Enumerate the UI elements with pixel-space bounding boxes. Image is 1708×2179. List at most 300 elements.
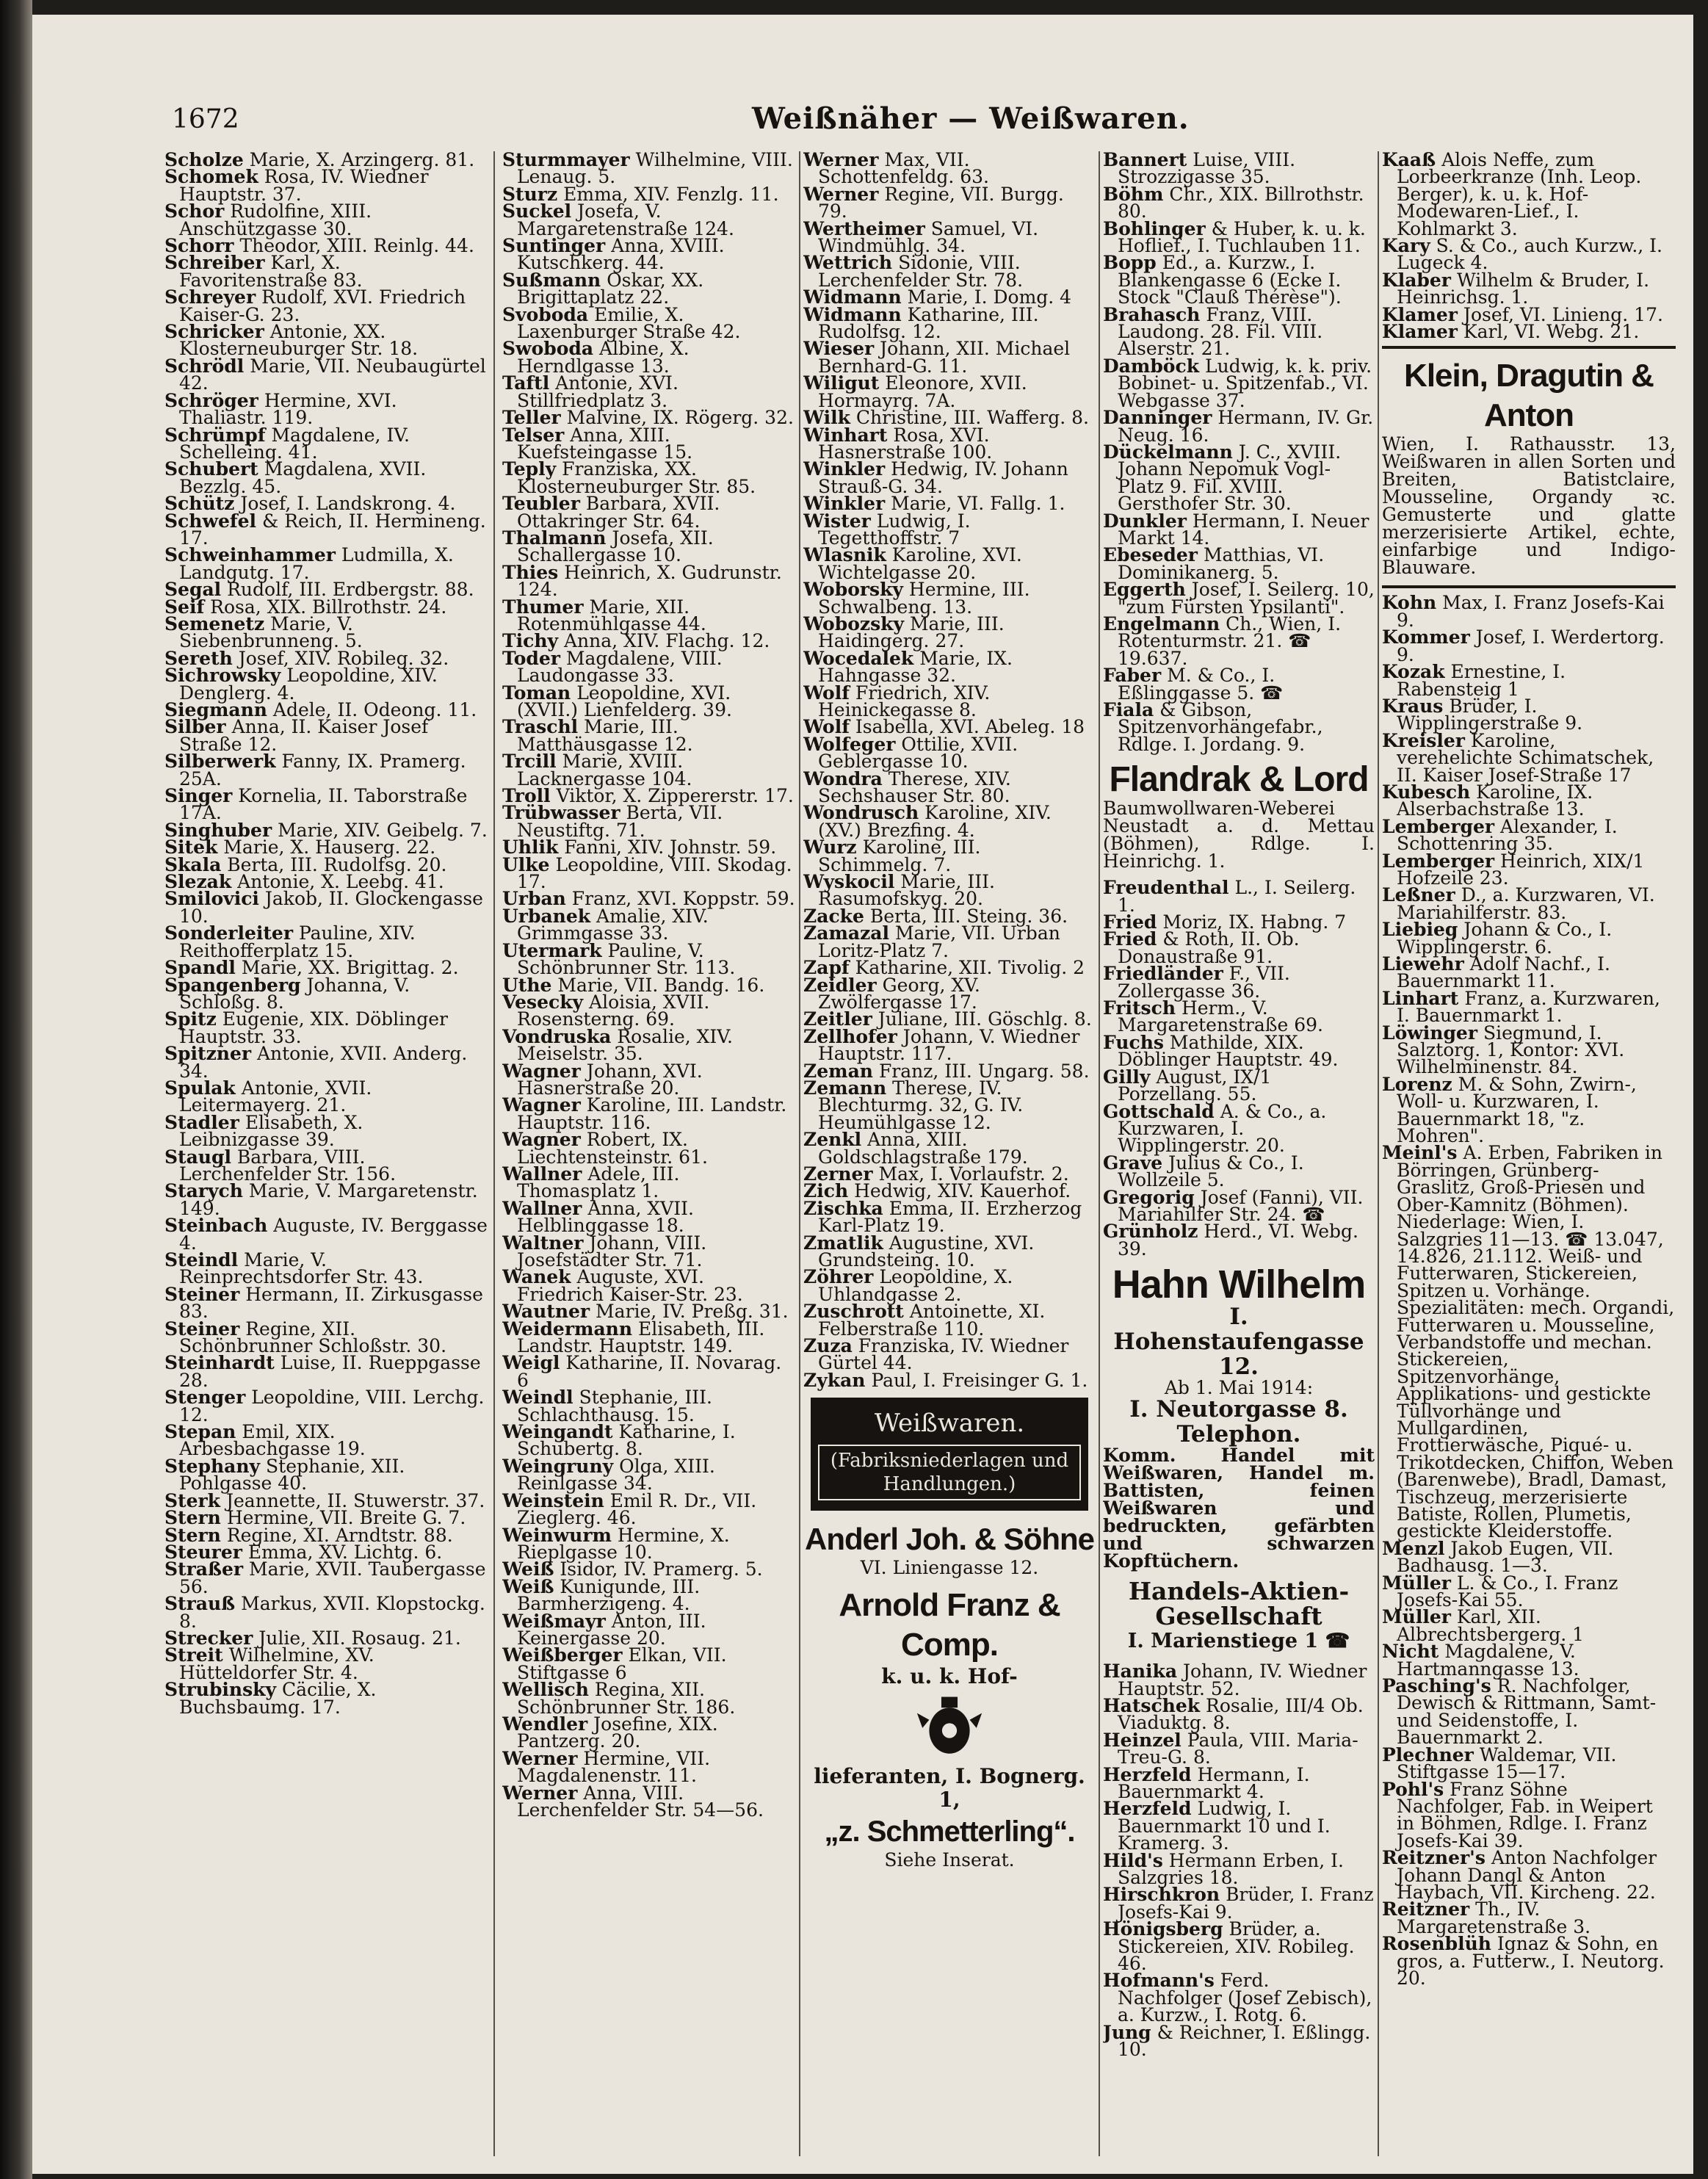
entry-name: Zeman (803, 1060, 873, 1082)
directory-entry (502, 1489, 796, 1529)
entry-details: Juliane, III. Göschlg. 8. (877, 1008, 1092, 1030)
entry-details: Viktor, X. Zippererstr. 17. (556, 785, 794, 807)
entry-details: Barbara, VIII. Lerchenfelder Str. 156. (179, 1146, 397, 1185)
entry-name: Wondrusch (803, 802, 919, 824)
entry-details: Karoline, IX. Alserbachstraße 13. (1397, 781, 1593, 820)
directory-entry (502, 237, 796, 272)
entry-name: Vesecky (502, 991, 584, 1013)
entry-name: Steindl (164, 1249, 239, 1271)
entry-name: Müller (1382, 1606, 1451, 1628)
entry-name: Silberwerk (164, 751, 276, 773)
directory-entry (164, 1146, 488, 1185)
directory-entry (1103, 1694, 1375, 1734)
entry-details: M. & Co., I. Eßlinggasse 5. ☎ (1118, 665, 1284, 704)
entry-details: Kornelia, II. Taborstraße 17A. (179, 785, 468, 824)
entry-name: Herzfeld (1103, 1763, 1192, 1785)
directory-entry (164, 323, 488, 358)
entry-name: Spitzner (164, 1043, 252, 1065)
entry-name: Teller (502, 407, 561, 429)
column-4 (1103, 151, 1375, 2156)
entry-name: Suckel (502, 200, 572, 223)
entry-details: Josefine, XIX. Pantzerg. 20. (517, 1713, 718, 1752)
entry-details: Emil R. Dr., VII. Zieglerg. 46. (517, 1489, 757, 1529)
entry-name: Zerner (803, 1163, 873, 1185)
entry-name: Steiner (164, 1318, 240, 1340)
entry-name: Sereth (164, 647, 233, 669)
directory-entry (1103, 930, 1375, 965)
entry-name: Stepan (164, 1421, 236, 1443)
entry-name: Winkler (803, 458, 886, 480)
entry-details: Elisabeth, III. Landstr. Hauptstr. 149. (517, 1318, 765, 1357)
entry-name: Steinbach (164, 1215, 268, 1237)
directory-entry (502, 804, 796, 839)
entry-details: Julie, XII. Rosaug. 21. (258, 1627, 461, 1649)
directory-entry (803, 510, 1096, 549)
entry-name: Dückelmann (1103, 441, 1233, 463)
directory-entry (803, 1337, 1096, 1372)
directory-entry (164, 1077, 488, 1116)
entry-name: Weidermann (502, 1318, 633, 1340)
entry-name: Leßner (1382, 884, 1455, 906)
entry-name: Wolf (803, 682, 850, 704)
directory-entry (502, 718, 796, 753)
entry-details: Hermine, X. Rieplgasse 10. (517, 1524, 730, 1563)
entry-details: Katharine, III. Rudolfsg. 12. (818, 303, 1039, 343)
entry-details: Emma, XV. Lichtg. 6. (247, 1541, 443, 1563)
entry-details: Anton, III. Keinergasse 20. (517, 1610, 706, 1649)
entry-name: Urban (502, 888, 566, 910)
directory-entry (1103, 1849, 1375, 1889)
entry-details: Marie, V. Reinprechtsdorfer Str. 43. (179, 1249, 424, 1288)
entry-name: Winkler (803, 493, 886, 515)
entry-name: Stephany (164, 1455, 261, 1477)
entry-name: Uthe (502, 974, 552, 996)
directory-entry (1103, 879, 1375, 914)
directory-entry (1382, 695, 1676, 734)
entry-details: Josef, I. Seilerg. 10, "zum Fürsten Ypsilanti". (1118, 579, 1375, 618)
entry-details: Rosa, IV. Wiedner Hauptstr. 37. (179, 166, 429, 205)
entry-details: Emil, XIX. Arbesbachgasse 19. (179, 1421, 366, 1460)
entry-name: Widmann (803, 286, 902, 308)
directory-entry (164, 1423, 488, 1458)
entry-details: Amalie, XIV. Grimmgasse 33. (517, 905, 709, 944)
entry-name: Wocedalek (803, 647, 914, 669)
entry-details: Anna, II. Kaiser Josef Straße 12. (179, 716, 429, 755)
directory-entry (803, 1232, 1096, 1271)
page-title: Weißnäher — Weißwaren. (752, 101, 1190, 136)
directory-entry (1382, 1608, 1676, 1643)
entry-details: Moriz, IX. Habng. 7 (1162, 911, 1347, 933)
directory-entry (803, 579, 1096, 618)
entry-details: Josefa, V. Margaretenstraße 124. (517, 200, 734, 239)
entry-name: Schreyer (164, 286, 256, 308)
entry-details: Marie, V. Siebenbrunneng. 5. (179, 612, 363, 652)
directory-entry (502, 1575, 796, 1615)
directory-entry (502, 151, 796, 186)
entry-name: Wettrich (803, 252, 893, 274)
entry-details: Josef, XIV. Robileg. 32. (238, 647, 449, 669)
entry-details: Rosa, XIX. Billrothstr. 24. (210, 596, 447, 618)
entry-details: Hermine, VII. Breite G. 7. (226, 1507, 466, 1529)
entry-name: Fritsch (1103, 997, 1176, 1019)
entry-name: Starych (164, 1180, 243, 1202)
entry-details: Olga, XIII. Reinlgasse 34. (517, 1455, 715, 1495)
entry-name: Linhart (1382, 987, 1459, 1009)
entry-details: Adele, III. Thomasplatz 1. (517, 1163, 680, 1202)
entry-details: Pauline, V. Schönbrunner Str. 113. (517, 939, 736, 979)
entry-name: Hatschek (1103, 1694, 1201, 1716)
directory-entry (502, 1524, 796, 1563)
entry-details: Stephanie, XII. Pohlgasse 40. (179, 1455, 405, 1495)
entry-details: Josefa, XII. Schallergasse 10. (517, 527, 714, 566)
directory-entry (164, 1283, 488, 1323)
entry-details: Heinrich, XIX/1 Hofzeile 23. (1397, 850, 1645, 889)
entry-details: Anna, XIV. Flachg. 12. (563, 630, 770, 652)
directory-entry (1103, 1763, 1375, 1802)
entry-details: Marie, XVII. Taubergasse 56. (179, 1558, 486, 1597)
directory-entry (803, 546, 1096, 581)
directory-entry (803, 372, 1096, 411)
directory-entry (502, 753, 796, 787)
entry-details: Anna, XIII. Goldschlagstraße 179. (818, 1129, 1028, 1168)
entry-details: Ignaz & Sohn, en gros, a. Futterw., I. Neutorg. 20. (1397, 1933, 1665, 1989)
ad-handels-name: Handels-Aktien-Gesellschaft (1128, 1577, 1350, 1631)
entry-details: August, IX/1 Porzellang. 55. (1118, 1066, 1272, 1105)
entry-details: Theodor, XIII. Reinlg. 44. (239, 235, 474, 257)
directory-entry (1382, 1675, 1676, 1749)
entry-name: Toder (502, 647, 560, 669)
entry-details: Marie, VII. Urban Loritz-Platz 7. (818, 922, 1060, 961)
directory-entry (164, 718, 488, 753)
entry-details: & Gibson, Spitzenvorhängefabr., Rdlge. I. Jordang. 9. (1118, 699, 1323, 755)
directory-entry (502, 1320, 796, 1355)
directory-entry (1382, 594, 1676, 629)
entry-name: Jung (1103, 2021, 1151, 2043)
directory-entry (164, 787, 488, 822)
entry-name: Kommer (1382, 626, 1470, 648)
ad-flandrak-text: Baumwollwaren-Weberei Neustadt a. d. Mettau (Böhmen), Rdlge. I. Heinrichg. 1. (1103, 798, 1375, 872)
entry-details: Franz, III. Ungarg. 58. (878, 1060, 1090, 1082)
ad-flandrak (1103, 760, 1375, 870)
directory-entry (502, 647, 796, 687)
entry-details: Eugenie, XIX. Döblinger Hauptstr. 33. (179, 1008, 448, 1047)
entry-details: Adolf Nachf., I. Bauernmarkt 11. (1397, 953, 1610, 992)
entry-name: Schwefel (164, 510, 257, 532)
entry-details: F., VII. Zollergasse 36. (1118, 963, 1290, 1002)
entry-details: Leopoldine, XIV. Denglerg. 4. (179, 665, 438, 704)
entry-name: Wyskocil (803, 871, 895, 893)
ad-hahn (1103, 1262, 1375, 1572)
directory-entry (1382, 815, 1676, 855)
entry-name: Zich (803, 1180, 849, 1202)
entry-details: Max, VII. Schottenfeldg. 63. (818, 151, 989, 188)
entry-name: Pasching's (1382, 1675, 1491, 1697)
entry-details: R. Nachfolger, Dewisch & Rittmann, Samt- und Seidenstoffe, I. Bauernmarkt 2. (1397, 1675, 1657, 1749)
directory-entry (502, 1610, 796, 1649)
directory-entry (1103, 355, 1375, 411)
entry-name: Zöhrer (803, 1266, 874, 1288)
entry-details: Fanny, IX. Pramerg. 25A. (179, 751, 466, 789)
entry-name: Seif (164, 596, 205, 618)
directory-entry (803, 151, 1096, 186)
entry-name: Tichy (502, 630, 559, 652)
directory-entry (502, 684, 796, 719)
entry-details: & Huber, k. u. k. Hoflief., I. Tuchlauben 11. (1118, 217, 1366, 257)
directory-entry (164, 460, 488, 495)
entry-details: Josef (Fanni), VII. Mariahilfer Str. 24. ☎ (1118, 1186, 1364, 1225)
entry-name: Weigl (502, 1352, 560, 1374)
entry-details: Rudolfine, XIII. Anschützgasse 30. (179, 200, 372, 239)
entry-details: Rosa, XVI. Hasnerstraße 100. (818, 424, 993, 463)
entry-details: Emilie, X. Laxenburger Straße 42. (517, 303, 741, 343)
entry-details: Hedwig, XIV. Kauerhof. (854, 1180, 1071, 1202)
entry-details: Kunigunde, III. Barmherzigeng. 4. (517, 1575, 701, 1615)
ad-klein-text: Wien, I. Rathausstr. 13, Weißwaren in allen Sorten und Breiten, Batistclaire, Mousseline, Organdy ꝛc. Gemusterte und glatte merzerisierte Artikel, echte, einfarbige und Indigo-Blauware. (1382, 433, 1676, 579)
entry-details: Ludwig, I. Tegetthoffstr. 7 (818, 510, 971, 549)
directory-entry (502, 1423, 796, 1458)
entry-name: Böhm (1103, 183, 1164, 205)
entry-details: Karoline, XIV. (XV.) Brezfing. 4. (818, 802, 1052, 841)
directory-entry (502, 853, 796, 893)
ad-klein-name: Klein, Dragutin & Anton (1404, 358, 1654, 434)
directory-entry (502, 1060, 796, 1099)
entry-name: Schütz (164, 493, 235, 515)
directory-entry (1382, 781, 1676, 820)
entry-name: Grünholz (1103, 1221, 1198, 1243)
directory-entry (502, 1389, 796, 1423)
entry-name: Weinstein (502, 1489, 604, 1511)
column-5 (1382, 151, 1676, 2156)
entry-details: Ernestine, I. Rabensteig 1 (1397, 661, 1566, 700)
entry-details: Antonie, XVII. Anderg. 34. (179, 1043, 468, 1082)
directory-entry (502, 527, 796, 566)
section-title: Weißwaren. (874, 1409, 1025, 1439)
directory-entry (1103, 2021, 1375, 2061)
entry-details: Marie, X. Hauserg. 22. (223, 836, 436, 859)
entry-details: Brüder, I. Wipplingerstraße 9. (1397, 695, 1583, 734)
entry-details: Ottilie, XVII. Geblergasse 10. (818, 733, 1018, 773)
entry-details: Hermine, VII. Magdalenenstr. 11. (517, 1747, 711, 1787)
entry-details: Ferd. Nachfolger (Josef Zebisch), a. Kurzw., I. Rotg. 6. (1118, 1970, 1372, 2026)
entry-name: Wlasnik (803, 544, 886, 566)
entry-name: Reitzner (1382, 1898, 1470, 1920)
directory-entry (1103, 1918, 1375, 1975)
entry-name: Spitz (164, 1008, 217, 1030)
entry-details: Samuel, VI. Windmühlg. 34. (818, 217, 1039, 257)
entry-name: Widmann (803, 303, 902, 325)
entry-details: Julius & Co., I. Wollzeile 5. (1118, 1152, 1304, 1191)
entry-name: Weiß (502, 1575, 554, 1597)
entry-name: Steiner (164, 1283, 240, 1305)
entry-name: Meinl's (1382, 1142, 1458, 1164)
entry-details: Malvine, IX. Rögerg. 32. (566, 407, 794, 429)
directory-entry (1382, 1778, 1676, 1851)
column-rule (799, 151, 800, 2156)
entry-name: Werner (502, 1747, 578, 1769)
directory-entry (164, 546, 488, 581)
entry-name: Spandl (164, 957, 236, 979)
entry-name: Grave (1103, 1152, 1163, 1174)
ad-hahn-text: Komm. Handel mit Weißwaren, Handel m. Battisten, feinen Weißwaren und bedruckten, gefärbten und schwarzen Kopftüchern. (1103, 1445, 1375, 1572)
directory-entry (1382, 663, 1676, 698)
entry-name: Thies (502, 561, 559, 583)
entry-name: Gregorig (1103, 1186, 1195, 1208)
entry-name: Weindl (502, 1387, 573, 1409)
directory-entry (803, 1268, 1096, 1303)
entry-details: Wilhelmine, XV. Hütteldorfer Str. 4. (179, 1644, 374, 1683)
entry-name: Reitzner's (1382, 1847, 1486, 1869)
entry-details: Marie, X. Arzingerg. 81. (249, 151, 475, 170)
entries-c4b (1103, 877, 1375, 1260)
entry-details: Max, I. Vorlaufstr. 2. (878, 1163, 1069, 1185)
entry-details: Augustine, XVI. Grundsteing. 10. (818, 1232, 1035, 1271)
entry-details: Alexander, I. Schottenring 35. (1397, 815, 1618, 855)
entry-details: M. & Sohn, Zwirn-, Woll- u. Kurzwaren, I. Bauernmarkt 18, "z. Mohren". (1397, 1073, 1637, 1147)
entry-details: Chr., XIX. Billrothstr. 80. (1118, 183, 1364, 223)
divider (1382, 585, 1676, 588)
entry-name: Wellisch (502, 1679, 589, 1701)
entry-details: Ludmilla, X. Landgutg. 17. (179, 544, 454, 583)
directory-entry (1103, 546, 1375, 581)
entry-name: Sturmmayer (502, 151, 630, 170)
entry-name: Hofmann's (1103, 1970, 1215, 1992)
directory-entry (164, 1251, 488, 1286)
directory-entry (803, 733, 1096, 773)
entry-name: Traschl (502, 716, 579, 738)
entry-name: Steinhardt (164, 1352, 275, 1374)
entry-details: Jakob Eugen, VII. Badhausg. 1—3. (1397, 1537, 1614, 1577)
entry-details: Auguste, IV. Berggasse 4. (179, 1215, 488, 1254)
entry-name: Zykan (803, 1369, 866, 1391)
directory-entry (1103, 1663, 1375, 1697)
entry-details: Marie, IX. Hahngasse 32. (818, 647, 1013, 687)
entry-name: Zacke (803, 905, 864, 927)
directory-entry (803, 1025, 1096, 1065)
directory-entry (1382, 1537, 1676, 1577)
entry-details: Karl, VI. Webg. 21. (1463, 321, 1640, 343)
page-header (32, 101, 1693, 145)
entry-name: Toman (502, 682, 571, 704)
ad-handels (1103, 1579, 1375, 1654)
entry-details: Franziska, XX. Klosterneuburger Str. 85. (517, 458, 756, 497)
entry-details: Hermann, II. Zirkusgasse 83. (179, 1283, 483, 1323)
entry-details: J. C., XVIII. Johann Nepomuk Vogl-Platz 9. Fil. XVIII. Gersthofer Str. 30. (1118, 441, 1342, 515)
entry-name: Wobozsky (803, 612, 904, 635)
directory-entry (803, 1301, 1096, 1340)
entry-name: Schweinhammer (164, 544, 336, 566)
entry-details: Johann, XVI. Hasnerstraße 20. (517, 1060, 703, 1099)
entry-name: Stern (164, 1524, 221, 1546)
entry-name: Zenkl (803, 1129, 862, 1151)
directory-entry (803, 1197, 1096, 1237)
directory-entry (1382, 1743, 1676, 1783)
entry-name: Werner (803, 151, 879, 170)
entry-name: Schorr (164, 235, 234, 257)
entry-details: Johann, V. Wiedner Hauptstr. 117. (818, 1025, 1080, 1065)
entry-details: Jakob, II. Glockengasse 10. (179, 888, 483, 927)
entry-details: Emma, II. Erzherzog Karl-Platz 19. (818, 1197, 1082, 1237)
entry-details: Barbara, XVII. Ottakringer Str. 64. (517, 493, 720, 532)
entry-details: D., a. Kurzwaren, VI. Mariahilferstr. 83. (1397, 884, 1655, 923)
entry-name: Sichrowsky (164, 665, 281, 687)
entry-details: Franz, XVI. Koppstr. 59. (571, 888, 795, 910)
directory-entry (803, 767, 1096, 807)
directory-entry (164, 355, 488, 394)
entry-details: & Roth, II. Ob. Donaustraße 91. (1118, 928, 1300, 967)
column-rule (493, 151, 495, 2156)
entry-details: Anna, XVIII. Kutschkerg. 44. (517, 235, 725, 274)
directory-entry (803, 684, 1096, 719)
ad-flandrak-name: Flandrak & Lord (1109, 760, 1369, 800)
ad-hahn-address: I. Hohenstaufengasse 12. (1113, 1304, 1364, 1381)
ad-hahn-name: Hahn Wilhelm (1112, 1262, 1366, 1307)
entry-name: Ebeseder (1103, 544, 1198, 566)
directory-entry (502, 1354, 796, 1389)
entry-details: Antonie, X. Leebg. 41. (237, 871, 444, 893)
entry-name: Winhart (803, 424, 888, 446)
entry-name: Wallner (502, 1163, 582, 1185)
entry-details: Anna, XIII. Kuefsteingasse 15. (517, 424, 693, 463)
entry-name: Klaber (1382, 269, 1451, 291)
entries-c4a (1103, 151, 1375, 753)
entry-name: Heinzel (1103, 1729, 1182, 1751)
entry-name: Menzl (1382, 1537, 1445, 1559)
entry-name: Schomek (164, 166, 258, 188)
entry-details: Paula, VIII. Maria-Treu-G. 8. (1118, 1729, 1358, 1768)
directory-entry (502, 495, 796, 530)
directory-entry (803, 254, 1096, 289)
directory-entry (803, 460, 1096, 495)
directory-entry (164, 1558, 488, 1597)
entry-name: Streit (164, 1644, 223, 1666)
entry-details: Hermann, I. Neuer Markt 14. (1118, 510, 1369, 549)
entry-details: Marie, III. Matthäusgasse 12. (517, 716, 693, 755)
directory-entry (502, 1197, 796, 1237)
directory-entry (164, 1455, 488, 1495)
entry-name: Hanika (1103, 1661, 1178, 1683)
directory-entry (1382, 1641, 1676, 1680)
entry-name: Straßer (164, 1558, 244, 1580)
entry-name: Weißmayr (502, 1610, 606, 1632)
directory-entry (502, 1163, 796, 1202)
entry-name: Strauß (164, 1593, 236, 1615)
entry-details: Marie, I. Domg. 4 (907, 286, 1072, 308)
entry-details: Isabella, XVI. Abeleg. 18 (855, 716, 1085, 738)
directory-entry (803, 303, 1096, 343)
entry-details: Katharine, XII. Tivolig. 2 (855, 957, 1085, 979)
entries-c5a (1382, 151, 1676, 343)
entry-details: Marie, VII. Neubaugürtel 42. (179, 355, 486, 394)
directory-entry (502, 1681, 796, 1716)
directory-entry (164, 1389, 488, 1423)
entry-name: Wendler (502, 1713, 588, 1735)
entry-name: Wurz (803, 836, 857, 859)
entry-name: Strecker (164, 1627, 253, 1649)
entry-details: Johann, IV. Wiedner Hauptstr. 52. (1118, 1661, 1367, 1699)
entry-name: Strubinsky (164, 1679, 277, 1701)
entry-details: Heinrich, X. Gudrunstr. 124. (517, 561, 782, 601)
entry-name: Bopp (1103, 252, 1157, 274)
entry-details: Magdalene, VIII. Laudongasse 33. (517, 647, 723, 687)
entry-name: Sturz (502, 183, 558, 205)
ad-hahn-new-address: I. Neutorgasse 8. Telephon. (1129, 1396, 1348, 1448)
entry-name: Stern (164, 1507, 221, 1529)
directory-entry (164, 612, 488, 652)
directory-entry (502, 1713, 796, 1752)
entry-name: Zmatlik (803, 1232, 883, 1254)
entry-name: Steurer (164, 1541, 242, 1563)
entry-name: Wagner (502, 1060, 581, 1082)
